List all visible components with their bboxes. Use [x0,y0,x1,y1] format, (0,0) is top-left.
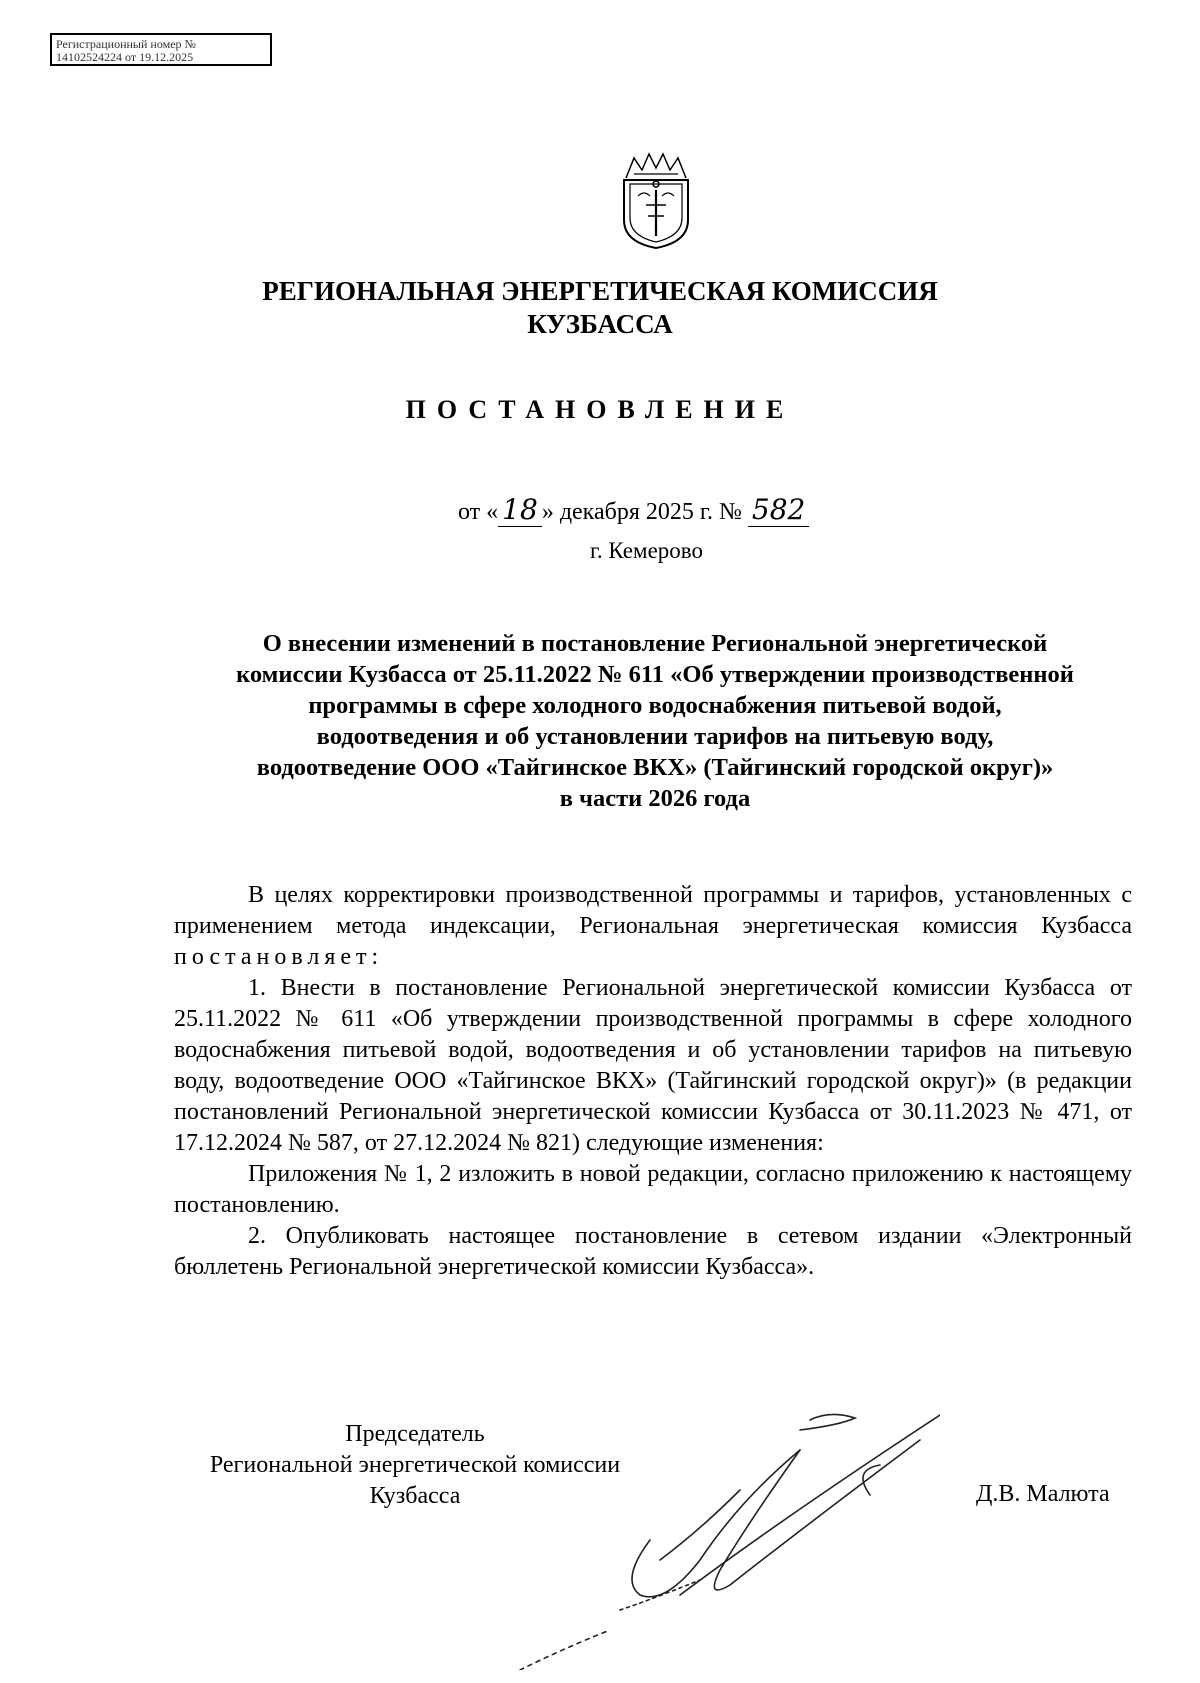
intro-text: В целях корректировки производственной программы и тарифов, установленных с применением метода индексации, Региональная энергетическая комиссия Кузбасса [174,882,1132,939]
signatory-name: Д.В. Малюта [976,1481,1110,1507]
subject-line: программы в сфере холодного водоснабжения питьевой водой, [308,692,1002,719]
item-1-paragraph: 1. Внести в постановление Региональной энергетической комиссии Кузбасса от 25.11.2022 № 611 «Об утверждении производственной программы в сфере холодного водоснабжения питьевой водой, водоотведения и об установлении тарифов на питьевую воду, водоотведение ООО «Тайгинское ВКХ» (Тайгинский городской округ)» (в редакции постановлений Региональной энергетической комиссии Кузбасса от 30.11.2023 № 471, от 17.12.2024 № 587, от 27.12.2024 № 821) следующие изменения: [174,975,1132,1156]
date-prefix: от « [458,499,499,525]
registration-stamp-line2: 14102524224 от 19.12.2025 [56,50,194,64]
date-line [458,493,809,527]
body-text [174,880,1132,1283]
subject-title [170,628,1140,814]
registration-stamp [50,33,272,66]
item-2-paragraph: 2. Опубликовать настоящее постановление в сетевом издании «Электронный бюллетень Региональной энергетической комиссии Кузбасса». [174,1223,1132,1280]
coat-of-arms-icon [616,150,696,250]
signatory-line1: Председатель [345,1421,485,1447]
intro-paragraph [174,880,1132,973]
signatory-line2: Региональной энергетической комиссии [209,1452,621,1478]
subject-line: водоотведение ООО «Тайгинское ВКХ» (Тайгинский городской округ)» [256,754,1054,781]
registration-stamp-line1: Регистрационный номер № [56,37,196,51]
agency-name-line2: КУЗБАССА [527,309,673,339]
city: г. Кемерово [590,538,703,563]
signatory-line3: Кузбасса [369,1483,461,1509]
document-type-title: ПОСТАНОВЛЕНИЕ [405,395,795,424]
date-middle: » декабря 2025 г. № [541,499,742,525]
subject-line: в части 2026 года [559,785,751,812]
handwritten-day: 18 [498,493,542,527]
agency-name-line1: РЕГИОНАЛЬНАЯ ЭНЕРГЕТИЧЕСКАЯ КОМИССИЯ [262,276,938,306]
handwritten-signature [500,1380,940,1670]
item-1-sub-paragraph: Приложения № 1, 2 изложить в новой редакции, согласно приложению к настоящему постановлению. [174,1161,1132,1218]
intro-verb: постановляет: [174,944,384,970]
handwritten-number: 582 [748,493,809,527]
subject-line: комиссии Кузбасса от 25.11.2022 № 611 «Об утверждении производственной [236,661,1074,688]
subject-line: О внесении изменений в постановление Региональной энергетической [262,630,1048,657]
subject-line: водоотведения и об установлении тарифов на питьевую воду, [316,723,994,750]
